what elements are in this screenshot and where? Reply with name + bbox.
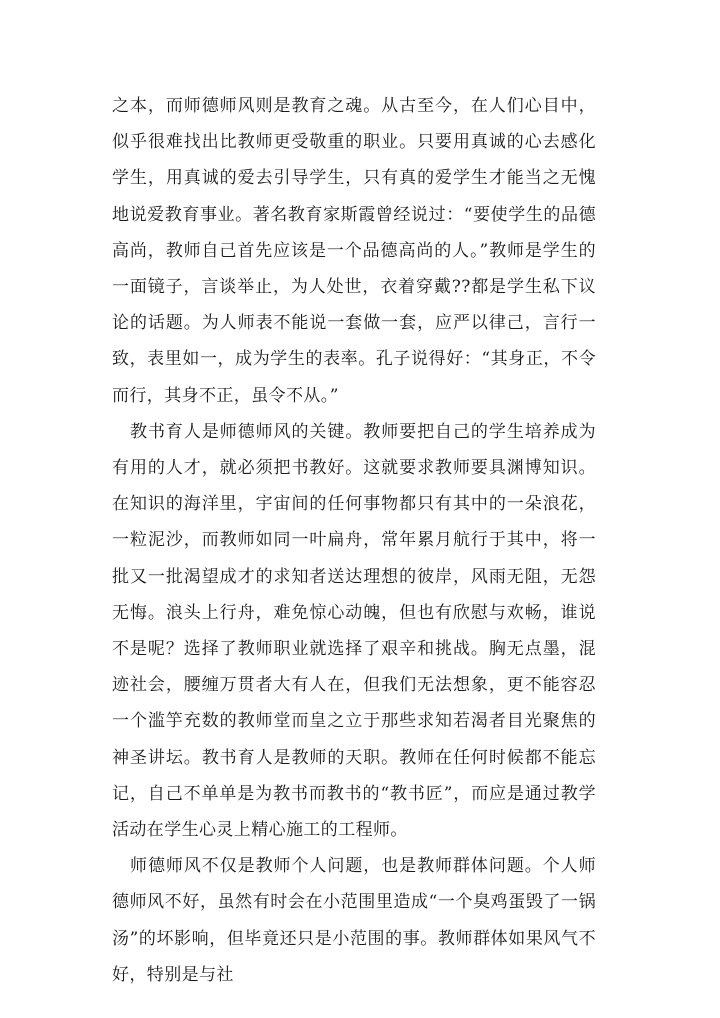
document-body (112, 88, 596, 993)
paragraph-3: 师德师风不仅是教师个人问题，也是教师群体问题。个人师德师风不好，虽然有时会在小范围里造成“一个臭鸡蛋毁了一锅汤”的坏影响，但毕竟还只是小范围的事。教师群体如果风气不好，特别是与社 (112, 856, 596, 985)
paragraph-2: 教书育人是师德师风的关键。教师要把自己的学生培养成为有用的人才，就必须把书教好。这就要求教师要具渊博知识。在知识的海洋里，宇宙间的任何事物都只有其中的一朵浪花，一粒泥沙，而教师如同一叶扁舟，常年累月航行于其中，将一批又一批渴望成才的求知者送达理想的彼岸，风雨无阻，无怨无悔。浪头上行舟，难免惊心动魄，但也有欣慰与欢畅，谁说不是呢？选择了教师职业就选择了艰辛和挑战。胸无点墨，混迹社会，腰缠万贯者大有人在，但我们无法想象，更不能容忍一个滥竽充数的教师堂而皇之立于那些求知若渴者目光聚焦的神圣讲坛。教书育人是教师的天职。教师在任何时候都不能忘记，自己不单单是为教书而教书的“教书匠”，而应是通过教学活动在学生心灵上精心施工的工程师。 (112, 421, 596, 841)
paragraph-1: 之本，而师德师风则是教育之魂。从古至今，在人们心目中，似乎很难找出比教师更受敬重的职业。只要用真诚的心去感化学生，用真诚的爱去引导学生，只有真的爱学生才能当之无愧地说爱教育事业。著名教育家斯霞曾经说过：“要使学生的品德高尚，教师自己首先应该是一个品德高尚的人。”教师是学生的一面镜子，言谈举止，为人处世，衣着穿戴??都是学生私下议论的话题。为人师表不能说一套做一套，应严以律己，言行一致，表里如一，成为学生的表率。孔子说得好：“其身正，不令而行，其身不正，虽令不从。” (112, 96, 596, 406)
